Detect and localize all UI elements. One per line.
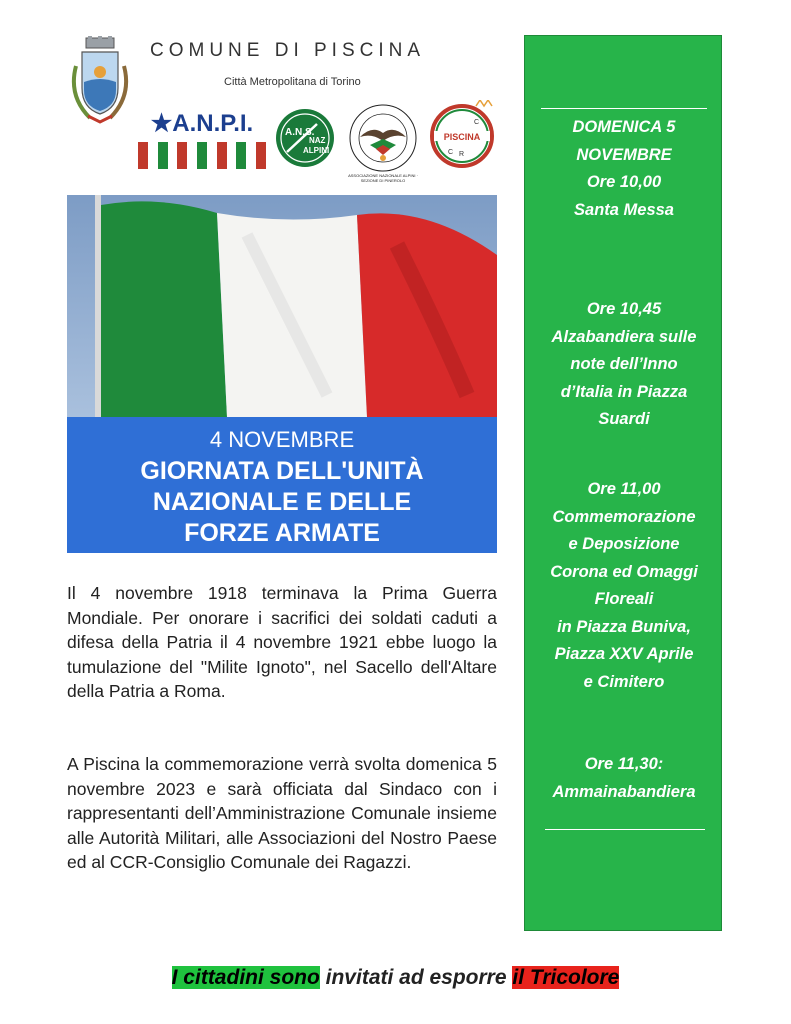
event-commemoration-line-2: Commemorazione [552,507,696,526]
event-commemoration-line-7: Piazza XXV Aprile [554,645,694,663]
anpi-logo [138,109,266,169]
event-mass-line-3: Ore 10,00 [586,173,662,191]
event-commemoration-line-4: Corona ed Omaggi [550,562,698,581]
event-commemoration-line-5: Floreali [594,590,654,608]
alpini-pinerolo-logo [346,103,420,173]
anpi-logo-text: ★A.N.P.I. [150,110,254,137]
history-paragraph: Il 4 novembre 1918 terminava la Prima Guerra Mondiale. Per onorare i sacrifici dei soldati caduti a difesa della Patria il 4 novembre 1921 ebbe luogo la tumulazione del "Milite Ignoto", nel Sacello dell'Altare della Patria a Roma. [67,583,497,701]
town-title: COMUNE DI PISCINA [150,40,426,61]
town-subtitle: Città Metropolitana di Torino [224,76,361,88]
ans-text: A.N.S. [285,127,315,138]
event-commemoration-line-6: in Piazza Buniva, [557,617,691,636]
event-flag-raising [525,296,723,434]
event-flag-raising-line-2: Alzabandiera sulle [551,327,697,346]
event-mass-line-2: NOVEMBRE [576,145,672,164]
event-flag-raising-line-3: note dell’Inno [570,355,678,373]
footer-invitation [0,966,791,990]
event-mass [525,114,723,224]
banner-line-1: GIORNATA DELL'UNITÀ [140,457,424,485]
naz-text: NAZ [309,136,326,145]
event-flag-raising-line-1: Ore 10,45 [586,300,662,318]
event-flag-lowering-line-1: Ore 11,30: [584,755,664,773]
ceremony-paragraph: A Piscina la commemorazione verrà svolta domenica 5 novembre 2023 e sarà officiata dal Sindaco con i rappresentanti dell’Amministrazione Comunale insieme alle Autorità Militari, alle Associazioni del Nostro Paese ed al CCR-Consiglio Comunale dei Ragazzi. [67,754,497,872]
ccr-name-text: PISCINA [443,132,481,142]
event-commemoration-line-8: e Cimitero [583,672,665,691]
ccr-letter-c1: C [474,119,480,126]
bottom-divider [545,829,705,830]
alpini-ring-text: ASSOCIAZIONE NAZIONALE ALPINI · SEZIONE DI PINEROLO [348,173,418,183]
footer-part-invited: invitati ad esporre [319,966,513,989]
event-mass-line-4: Santa Messa [574,200,674,219]
alpini-text: ALPINI [303,146,330,155]
schedule-panel [524,35,722,931]
ccr-piscina-logo [428,100,496,170]
event-commemoration [525,476,723,696]
event-commemoration-line-3: e Deposizione [568,535,680,553]
event-flag-lowering-line-2: Ammainabandiera [552,782,696,801]
event-flag-raising-line-5: Suardi [598,410,650,428]
event-flag-raising-line-4: d’Italia in Piazza [560,382,688,401]
ans-alpini-logo [275,108,335,168]
event-flag-lowering [525,751,723,806]
town-coat-of-arms [66,36,134,128]
footer-part-tricolore: il Tricolore [512,966,620,989]
italian-flag-image [67,195,497,417]
banner-date: 4 NOVEMBRE [209,427,355,452]
ccr-letter-r: R [459,151,465,158]
flag-banner [67,195,497,553]
event-mass-line-1: DOMENICA 5 [572,118,676,136]
banner-line-2: NAZIONALE E DELLE [152,488,412,516]
ccr-letter-c2: C [448,149,454,156]
banner-line-3: FORZE ARMATE [184,519,380,547]
footer-part-citizens: I cittadini sono [171,966,320,989]
event-commemoration-line-1: Ore 11,00 [587,480,661,498]
anpi-tricolor-stripes [138,142,266,169]
top-divider [541,108,707,109]
